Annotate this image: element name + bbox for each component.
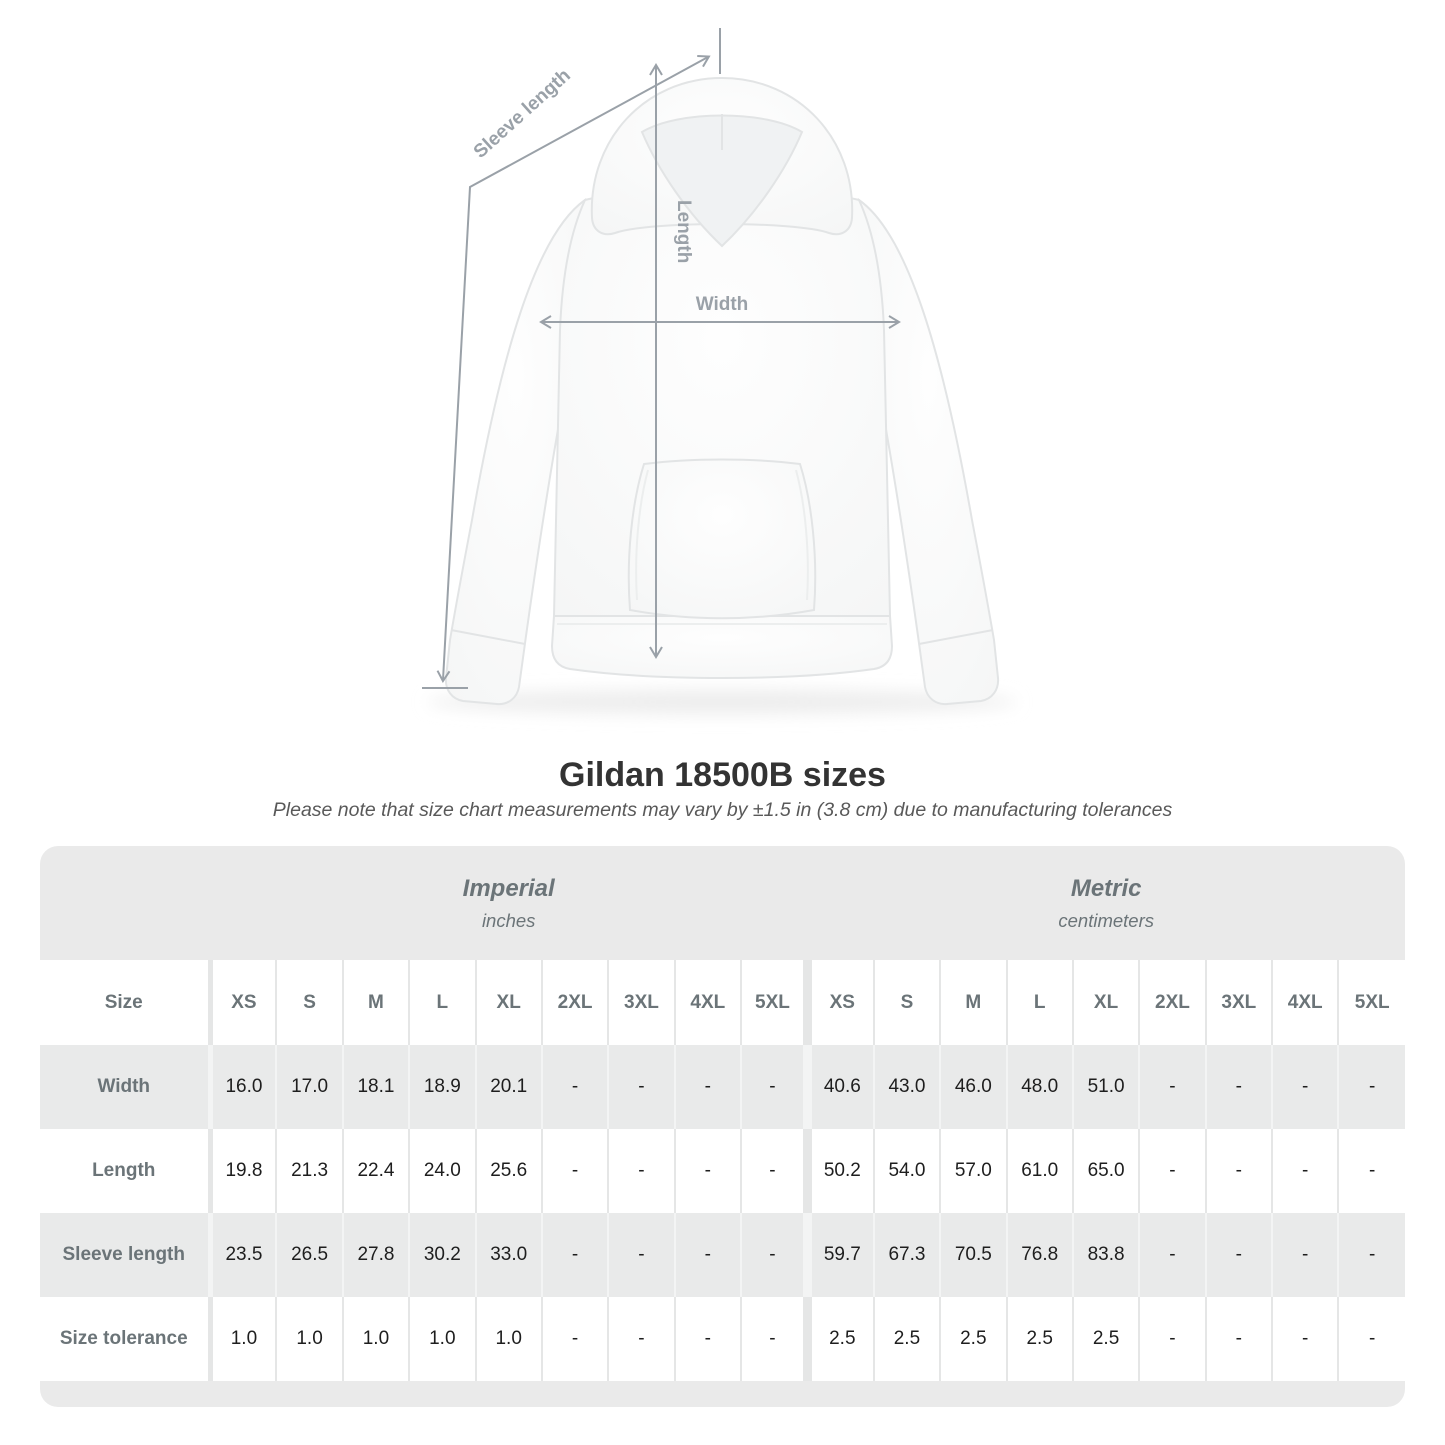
value-cell-metric-2xl: -: [1139, 1129, 1205, 1213]
size-header-metric-5xl: 5XL: [1338, 960, 1405, 1045]
value-cell-metric-4xl: -: [1272, 1213, 1338, 1297]
value-cell-metric-xl: 51.0: [1073, 1045, 1139, 1129]
size-header-imperial-xl: XL: [476, 960, 542, 1045]
value-cell-metric-4xl: -: [1272, 1129, 1338, 1213]
page-subtitle: Please note that size chart measurements may vary by ±1.5 in (3.8 cm) due to manufacturing tolerances: [272, 799, 1173, 821]
value-cell-imperial-s: 26.5: [276, 1213, 342, 1297]
size-header-imperial-5xl: 5XL: [741, 960, 807, 1045]
value-cell-metric-xs: 59.7: [807, 1213, 873, 1297]
imperial-unit: inches: [481, 909, 536, 931]
value-cell-metric-l: 61.0: [1007, 1129, 1073, 1213]
row-label: Size tolerance: [40, 1297, 210, 1381]
value-cell-metric-s: 67.3: [874, 1213, 940, 1297]
value-cell-metric-xs: 2.5: [807, 1297, 873, 1381]
table-row-sleeve-length: [40, 1213, 1405, 1297]
value-cell-imperial-2xl: -: [542, 1129, 608, 1213]
value-cell-imperial-xs: 1.0: [210, 1297, 276, 1381]
size-label: Size: [40, 960, 210, 1045]
width-label: Width: [695, 294, 749, 315]
value-cell-imperial-3xl: -: [608, 1297, 674, 1381]
size-header-metric-m: M: [940, 960, 1006, 1045]
value-cell-metric-s: 43.0: [874, 1045, 940, 1129]
size-header-metric-2xl: 2XL: [1139, 960, 1205, 1045]
value-cell-imperial-4xl: -: [675, 1129, 741, 1213]
page-title: Gildan 18500B sizes: [559, 756, 886, 794]
metric-title: Metric: [1070, 874, 1142, 902]
value-cell-metric-l: 76.8: [1007, 1213, 1073, 1297]
value-cell-metric-3xl: -: [1206, 1129, 1272, 1213]
size-table: [40, 846, 1405, 1407]
value-cell-imperial-l: 1.0: [409, 1297, 475, 1381]
size-table-grid: [40, 846, 1405, 1381]
table-row-width: [40, 1045, 1405, 1129]
value-cell-metric-5xl: -: [1338, 1213, 1405, 1297]
row-label: Width: [40, 1045, 210, 1129]
value-cell-metric-xs: 40.6: [807, 1045, 873, 1129]
value-cell-imperial-m: 22.4: [343, 1129, 409, 1213]
value-cell-imperial-m: 1.0: [343, 1297, 409, 1381]
size-header-imperial-l: L: [409, 960, 475, 1045]
value-cell-metric-xl: 65.0: [1073, 1129, 1139, 1213]
value-cell-imperial-xs: 16.0: [210, 1045, 276, 1129]
hoodie-hem: [552, 616, 892, 678]
row-label: Sleeve length: [40, 1213, 210, 1297]
value-cell-imperial-xs: 19.8: [210, 1129, 276, 1213]
value-cell-metric-4xl: -: [1272, 1045, 1338, 1129]
value-cell-imperial-l: 18.9: [409, 1045, 475, 1129]
units-header-spacer: [40, 846, 210, 960]
value-cell-imperial-4xl: -: [675, 1297, 741, 1381]
value-cell-imperial-l: 30.2: [409, 1213, 475, 1297]
value-cell-imperial-m: 27.8: [343, 1213, 409, 1297]
size-header-imperial-3xl: 3XL: [608, 960, 674, 1045]
value-cell-metric-3xl: -: [1206, 1297, 1272, 1381]
size-header-row: [40, 960, 1405, 1045]
value-cell-metric-2xl: -: [1139, 1213, 1205, 1297]
size-header-imperial-m: M: [343, 960, 409, 1045]
value-cell-metric-xs: 50.2: [807, 1129, 873, 1213]
value-cell-imperial-l: 24.0: [409, 1129, 475, 1213]
table-row-size-tolerance: [40, 1297, 1405, 1381]
value-cell-metric-l: 2.5: [1007, 1297, 1073, 1381]
imperial-section-header: [210, 846, 807, 960]
value-cell-metric-m: 46.0: [940, 1045, 1006, 1129]
units-header-row: [40, 846, 1405, 960]
value-cell-imperial-5xl: -: [741, 1045, 807, 1129]
size-header-metric-xs: XS: [807, 960, 873, 1045]
value-cell-metric-s: 2.5: [874, 1297, 940, 1381]
size-header-imperial-2xl: 2XL: [542, 960, 608, 1045]
value-cell-imperial-5xl: -: [741, 1129, 807, 1213]
value-cell-imperial-xl: 25.6: [476, 1129, 542, 1213]
value-cell-imperial-5xl: -: [741, 1213, 807, 1297]
value-cell-metric-m: 57.0: [940, 1129, 1006, 1213]
value-cell-imperial-2xl: -: [542, 1213, 608, 1297]
value-cell-metric-xl: 83.8: [1073, 1213, 1139, 1297]
value-cell-imperial-4xl: -: [675, 1213, 741, 1297]
value-cell-imperial-3xl: -: [608, 1045, 674, 1129]
value-cell-metric-2xl: -: [1139, 1297, 1205, 1381]
size-header-metric-l: L: [1007, 960, 1073, 1045]
value-cell-imperial-3xl: -: [608, 1129, 674, 1213]
value-cell-imperial-xs: 23.5: [210, 1213, 276, 1297]
hoodie-illustration: [427, 78, 1017, 714]
metric-unit: centimeters: [1058, 909, 1154, 931]
value-cell-metric-m: 70.5: [940, 1213, 1006, 1297]
size-header-metric-4xl: 4XL: [1272, 960, 1338, 1045]
size-header-metric-s: S: [874, 960, 940, 1045]
value-cell-metric-s: 54.0: [874, 1129, 940, 1213]
row-label: Length: [40, 1129, 210, 1213]
value-cell-imperial-4xl: -: [675, 1045, 741, 1129]
value-cell-metric-2xl: -: [1139, 1045, 1205, 1129]
size-header-metric-xl: XL: [1073, 960, 1139, 1045]
value-cell-metric-5xl: -: [1338, 1297, 1405, 1381]
value-cell-imperial-s: 17.0: [276, 1045, 342, 1129]
size-header-metric-3xl: 3XL: [1206, 960, 1272, 1045]
value-cell-imperial-3xl: -: [608, 1213, 674, 1297]
value-cell-metric-3xl: -: [1206, 1045, 1272, 1129]
value-cell-imperial-xl: 33.0: [476, 1213, 542, 1297]
value-cell-imperial-s: 1.0: [276, 1297, 342, 1381]
value-cell-imperial-5xl: -: [741, 1297, 807, 1381]
value-cell-imperial-s: 21.3: [276, 1129, 342, 1213]
value-cell-metric-l: 48.0: [1007, 1045, 1073, 1129]
value-cell-metric-3xl: -: [1206, 1213, 1272, 1297]
table-row-length: [40, 1129, 1405, 1213]
length-label: Length: [673, 200, 694, 264]
value-cell-imperial-2xl: -: [542, 1045, 608, 1129]
imperial-title: Imperial: [462, 874, 555, 902]
metric-section-header: [807, 846, 1405, 960]
size-header-imperial-xs: XS: [210, 960, 276, 1045]
value-cell-metric-5xl: -: [1338, 1045, 1405, 1129]
value-cell-metric-m: 2.5: [940, 1297, 1006, 1381]
value-cell-imperial-m: 18.1: [343, 1045, 409, 1129]
value-cell-metric-xl: 2.5: [1073, 1297, 1139, 1381]
value-cell-metric-5xl: -: [1338, 1129, 1405, 1213]
size-header-imperial-s: S: [276, 960, 342, 1045]
sleeve-length-label: Sleeve length: [469, 65, 575, 163]
value-cell-imperial-2xl: -: [542, 1297, 608, 1381]
value-cell-metric-4xl: -: [1272, 1297, 1338, 1381]
value-cell-imperial-xl: 20.1: [476, 1045, 542, 1129]
size-header-imperial-4xl: 4XL: [675, 960, 741, 1045]
value-cell-imperial-xl: 1.0: [476, 1297, 542, 1381]
